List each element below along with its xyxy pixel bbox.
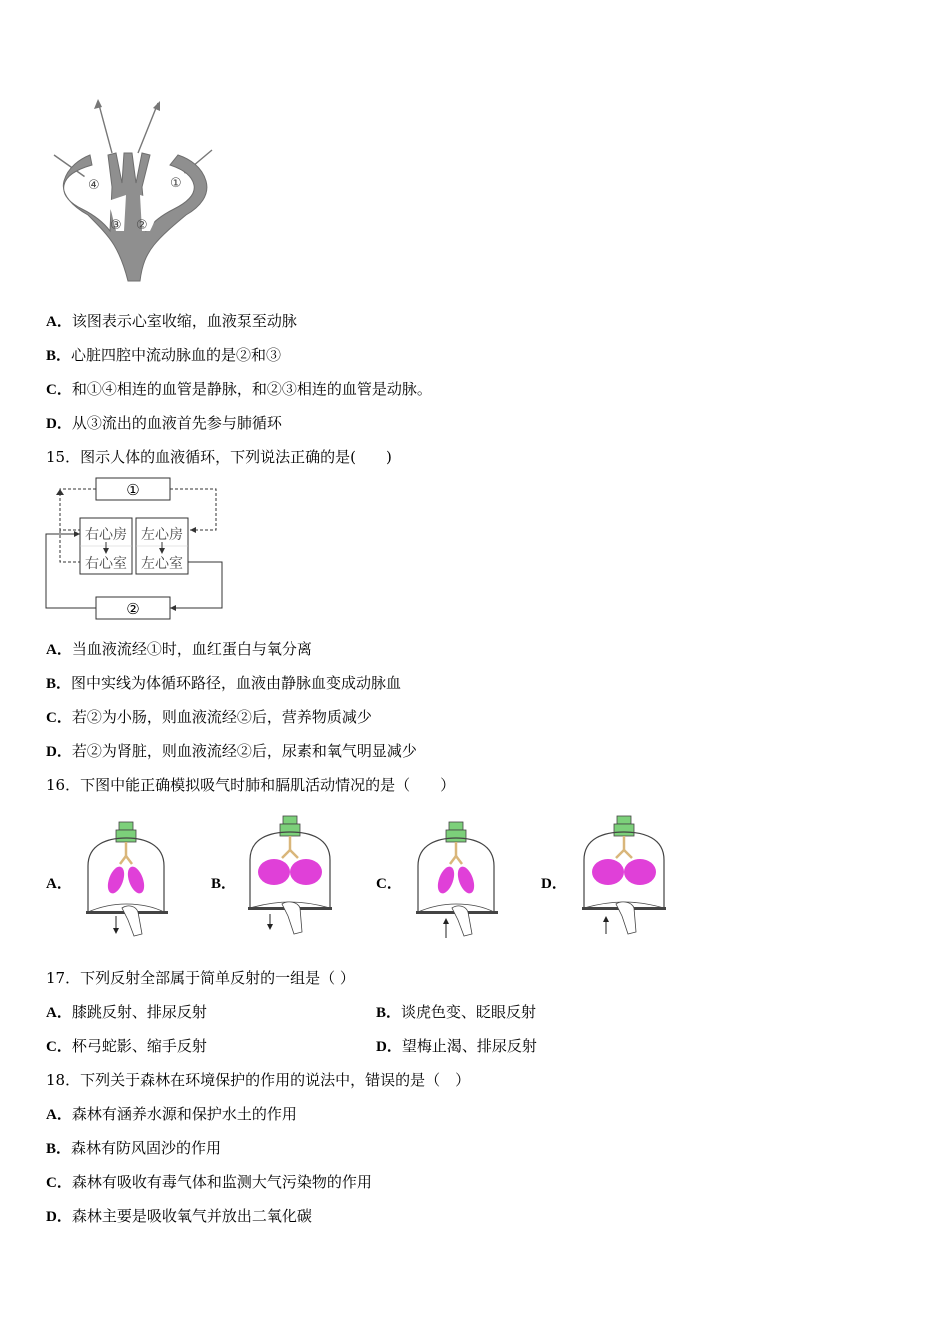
heart-label-4: ④ bbox=[88, 178, 100, 193]
option-text: 森林有涵养水源和保护水土的作用 bbox=[71, 1105, 297, 1123]
q18-option-b bbox=[46, 1138, 221, 1159]
option-letter: B． bbox=[46, 676, 72, 692]
heart-label-1: ① bbox=[170, 176, 182, 191]
option-letter: D． bbox=[46, 1209, 72, 1225]
lung-model-b bbox=[246, 812, 338, 938]
q17-option-c bbox=[46, 1036, 207, 1057]
option-text: 心脏四腔中流动脉血的是②和③ bbox=[71, 346, 282, 364]
q17-option-d bbox=[376, 1036, 537, 1057]
option-letter: C． bbox=[46, 382, 72, 398]
option-letter: A． bbox=[46, 314, 72, 330]
option-letter: A． bbox=[46, 1107, 72, 1123]
option-text: 当血液流经①时，血红蛋白与氧分离 bbox=[71, 640, 312, 658]
option-text: 谈虎色变、眨眼反射 bbox=[401, 1003, 537, 1021]
option-letter: D． bbox=[46, 744, 72, 760]
q15-stem: 15．图示人体的血液循环，下列说法正确的是( ) bbox=[46, 448, 392, 466]
option-text: 森林有防风固沙的作用 bbox=[71, 1139, 222, 1157]
option-letter: D． bbox=[46, 416, 72, 432]
option-letter: C． bbox=[46, 1039, 72, 1055]
q16-option-d-letter: D． bbox=[541, 876, 567, 892]
box-2-label: ② bbox=[126, 600, 140, 618]
option-letter: D． bbox=[376, 1039, 402, 1055]
left-ventricle-label: 左心室 bbox=[141, 556, 183, 572]
heart-diagram bbox=[50, 95, 220, 290]
option-letter: A． bbox=[46, 1005, 72, 1021]
q15-option-b bbox=[46, 673, 401, 694]
option-text: 该图表示心室收缩，血液泵至动脉 bbox=[71, 312, 297, 330]
q18-option-c bbox=[46, 1172, 372, 1193]
q17-stem: 17．下列反射全部属于简单反射的一组是（ ） bbox=[46, 969, 355, 987]
q14-option-b bbox=[46, 345, 281, 366]
lung-model-d bbox=[580, 812, 672, 938]
q16-option-c-letter: C． bbox=[376, 876, 402, 892]
option-text: 膝跳反射、排尿反射 bbox=[71, 1003, 207, 1021]
lung-model-a bbox=[82, 816, 174, 938]
right-atrium-label: 右心房 bbox=[85, 527, 127, 543]
option-text: 从③流出的血液首先参与肺循环 bbox=[71, 414, 282, 432]
right-ventricle-label: 右心室 bbox=[85, 556, 127, 572]
heart-label-2: ② bbox=[136, 218, 148, 233]
q18-option-a bbox=[46, 1104, 297, 1125]
option-letter: B． bbox=[376, 1005, 402, 1021]
option-text: 图中实线为体循环路径，血液由静脉血变成动脉血 bbox=[71, 674, 402, 692]
q18-stem: 18．下列关于森林在环境保护的作用的说法中，错误的是（ ） bbox=[46, 1071, 471, 1089]
q15-option-d bbox=[46, 741, 417, 762]
q14-option-a bbox=[46, 311, 297, 332]
q16-option-b-letter: B． bbox=[211, 876, 237, 892]
q15-option-a bbox=[46, 639, 312, 660]
q14-option-d bbox=[46, 413, 282, 434]
option-text: 望梅止渴、排尿反射 bbox=[401, 1037, 537, 1055]
option-letter: A． bbox=[46, 642, 72, 658]
option-letter: C． bbox=[46, 1175, 72, 1191]
q16-stem: 16．下图中能正确模拟吸气时肺和膈肌活动情况的是（ ） bbox=[46, 776, 456, 794]
option-text: 和①④相连的血管是静脉，和②③相连的血管是动脉。 bbox=[71, 380, 432, 398]
q18-option-d bbox=[46, 1206, 312, 1227]
box-1-label: ① bbox=[126, 481, 140, 499]
left-atrium-label: 左心房 bbox=[141, 527, 183, 543]
lung-model-c bbox=[412, 816, 504, 940]
option-letter: C． bbox=[46, 710, 72, 726]
option-text: 若②为肾脏，则血液流经②后，尿素和氧气明显减少 bbox=[71, 742, 417, 760]
option-text: 杯弓蛇影、缩手反射 bbox=[71, 1037, 207, 1055]
q16-option-a-letter: A． bbox=[46, 876, 72, 892]
circulation-diagram bbox=[44, 476, 229, 622]
option-letter: B． bbox=[46, 348, 72, 364]
option-text: 森林主要是吸收氧气并放出二氧化碳 bbox=[71, 1207, 312, 1225]
q15-option-c bbox=[46, 707, 372, 728]
heart-label-3: ③ bbox=[110, 218, 122, 233]
q17-option-b bbox=[376, 1002, 536, 1023]
option-text: 若②为小肠，则血液流经②后，营养物质减少 bbox=[71, 708, 372, 726]
option-letter: B． bbox=[46, 1141, 72, 1157]
q17-option-a bbox=[46, 1002, 207, 1023]
option-text: 森林有吸收有毒气体和监测大气污染物的作用 bbox=[71, 1173, 372, 1191]
q14-option-c bbox=[46, 379, 432, 400]
